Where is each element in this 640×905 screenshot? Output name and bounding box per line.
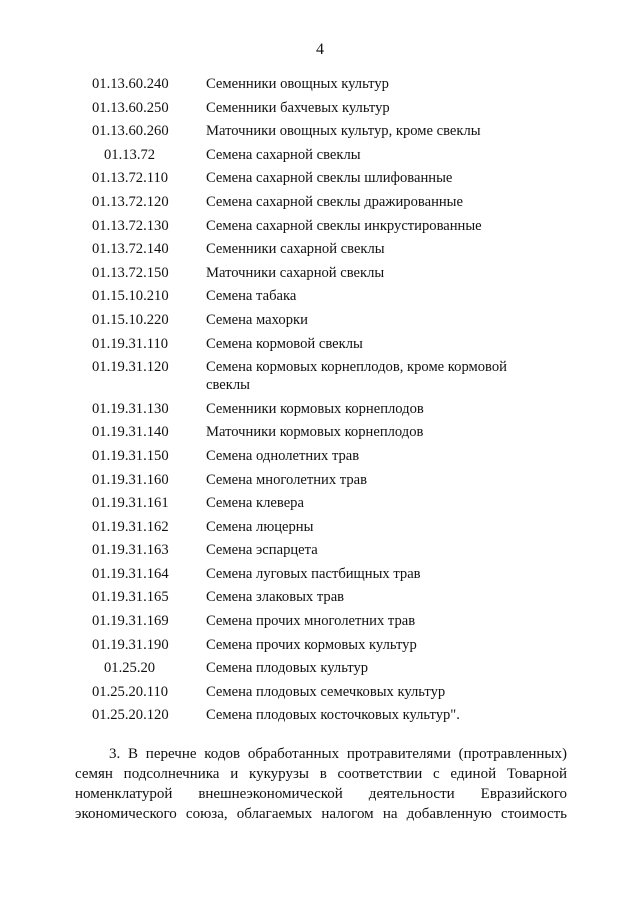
code-cell: 01.19.31.110 xyxy=(92,335,169,352)
description-cell: Маточники сахарной свеклы xyxy=(206,264,385,281)
code-cell: 01.19.31.161 xyxy=(92,495,169,512)
table-row xyxy=(0,335,640,353)
code-cell: 01.19.31.164 xyxy=(92,565,169,582)
description-cell: Семена плодовых косточковых культур". xyxy=(206,707,460,724)
description-cell: Семенники сахарной свеклы xyxy=(206,241,385,258)
code-cell: 01.15.10.220 xyxy=(92,311,169,328)
description-cell: Семена махорки xyxy=(206,311,308,328)
description-cell: Семена плодовых семечковых культур xyxy=(206,683,446,700)
description-cell: Семена кормовых корнеплодов, кроме кормовой свеклы xyxy=(206,359,507,394)
code-cell: 01.19.31.165 xyxy=(92,589,169,606)
paragraph-line: экономического союза, облагаемых налогом на добавленную стоимость xyxy=(75,806,567,822)
table-row xyxy=(0,264,640,282)
code-cell: 01.19.31.162 xyxy=(92,518,169,535)
description-cell: Семена эспарцета xyxy=(206,542,318,559)
code-cell: 01.13.72.120 xyxy=(92,193,169,210)
table-row xyxy=(0,358,640,394)
description-cell: Маточники овощных культур, кроме свеклы xyxy=(206,123,481,140)
table-row xyxy=(0,588,640,606)
table-row xyxy=(0,541,640,559)
description-cell: Семена однолетних трав xyxy=(206,447,360,464)
description-cell: Семена прочих многолетних трав xyxy=(206,613,416,630)
table-row xyxy=(0,311,640,329)
table-row xyxy=(0,146,640,164)
code-table xyxy=(0,75,640,730)
code-cell: 01.19.31.190 xyxy=(92,636,169,653)
table-row xyxy=(0,217,640,235)
code-cell: 01.13.60.240 xyxy=(92,76,169,92)
description-cell: Семена сахарной свеклы xyxy=(206,146,361,163)
table-row xyxy=(0,565,640,583)
code-cell: 01.25.20 xyxy=(104,660,156,677)
table-row xyxy=(0,287,640,305)
code-cell: 01.19.31.169 xyxy=(92,613,169,630)
description-cell: Маточники кормовых корнеплодов xyxy=(206,424,424,441)
description-cell: Семена луговых пастбищных трав xyxy=(206,565,421,582)
table-row xyxy=(0,659,640,677)
description-cell: Семенники овощных культур xyxy=(206,76,389,92)
code-cell: 01.25.20.110 xyxy=(92,683,169,700)
description-cell: Семена многолетних трав xyxy=(206,471,368,488)
code-cell: 01.13.72.150 xyxy=(92,264,169,281)
description-cell: Семена сахарной свеклы дражированные xyxy=(206,193,463,210)
paragraph-line: 3. В перечне кодов обработанных протравителями (протравленных) xyxy=(109,746,567,762)
code-cell: 01.19.31.130 xyxy=(92,400,169,417)
table-row xyxy=(0,447,640,465)
code-cell: 01.19.31.140 xyxy=(92,424,169,441)
code-cell: 01.13.60.250 xyxy=(92,99,169,116)
table-row xyxy=(0,99,640,117)
table-row xyxy=(0,240,640,258)
code-cell: 01.13.72 xyxy=(104,146,156,163)
table-row xyxy=(0,193,640,211)
description-cell: Семена плодовых культур xyxy=(206,660,369,677)
code-cell: 01.25.20.120 xyxy=(92,707,169,724)
paragraph-line: номенклатурой внешнеэкономической деятельности Евразийского xyxy=(75,786,567,802)
table-row xyxy=(0,169,640,187)
description-cell: Семена сахарной свеклы инкрустированные xyxy=(206,217,482,234)
table-row xyxy=(0,471,640,489)
code-cell: 01.13.72.140 xyxy=(92,241,169,258)
description-cell: Семенники кормовых корнеплодов xyxy=(206,400,424,417)
table-row xyxy=(0,706,640,724)
description-cell: Семена прочих кормовых культур xyxy=(206,636,417,653)
paragraph-line: семян подсолнечника и кукурузы в соответствии с единой Товарной xyxy=(75,766,567,782)
code-cell: 01.19.31.150 xyxy=(92,447,169,464)
description-cell: Семена клевера xyxy=(206,495,304,512)
table-row xyxy=(0,518,640,536)
description-cell: Семена злаковых трав xyxy=(206,589,345,606)
page-number: 4 xyxy=(316,41,324,58)
description-cell: Семенники бахчевых культур xyxy=(206,99,390,116)
code-cell: 01.13.60.260 xyxy=(92,123,169,140)
code-cell: 01.19.31.120 xyxy=(92,359,169,376)
table-row xyxy=(0,75,640,93)
description-cell: Семена люцерны xyxy=(206,518,314,535)
code-cell: 01.19.31.163 xyxy=(92,542,169,559)
code-cell: 01.13.72.110 xyxy=(92,170,169,187)
code-cell: 01.15.10.210 xyxy=(92,288,169,305)
table-row xyxy=(0,612,640,630)
table-row xyxy=(0,400,640,418)
paragraph-3 xyxy=(75,744,567,824)
table-row xyxy=(0,122,640,140)
table-row xyxy=(0,494,640,512)
description-cell: Семена кормовой свеклы xyxy=(206,335,363,352)
code-cell: 01.13.72.130 xyxy=(92,217,169,234)
code-cell: 01.19.31.160 xyxy=(92,471,169,488)
table-row xyxy=(0,683,640,701)
table-row xyxy=(0,423,640,441)
description-cell: Семена табака xyxy=(206,288,297,305)
description-cell: Семена сахарной свеклы шлифованные xyxy=(206,170,453,187)
table-row xyxy=(0,636,640,654)
